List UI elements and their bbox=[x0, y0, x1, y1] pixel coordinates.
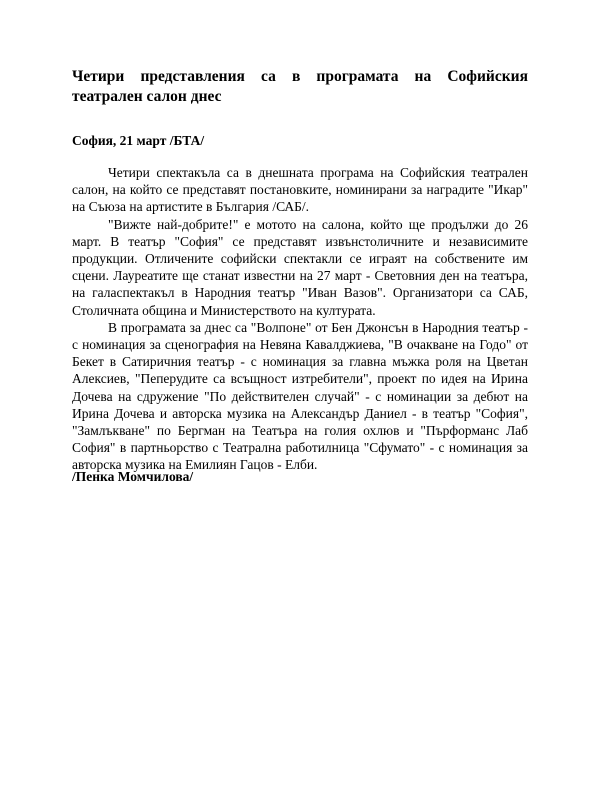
author-signature: /Пенка Момчилова/ bbox=[72, 469, 194, 484]
paragraph: "Вижте най-добрите!" е мотото на салона, който ще продължи до 26 март. В театър "София" се представят извънстоличните и независимите продукции. Отличените софийски спектакли се играят на собствените им сцени. Лауреатите ще станат известни на 27 март - Световния ден на театъра, на галаспектакъл в Народния театър "Иван Вазов". Организатори са САБ, Столичната община и Министерството на културата. bbox=[72, 216, 528, 318]
article-title: Четири представления са в програмата на Софийския театрален салон днес bbox=[72, 68, 528, 105]
article-body bbox=[72, 164, 528, 474]
paragraph: Четири спектакъла са в днешната програма на Софийския театрален салон, на който се представят постановките, номинирани за наградите "Икар" на Съюза на артистите в България /САБ/. bbox=[72, 165, 528, 215]
dateline: София, 21 март /БТА/ bbox=[72, 133, 205, 148]
paragraph: В програмата за днес са "Волпоне" от Бен Джонсън в Народния театър - с номинация за сценография на Невяна Кавалджиева, "В очакване на Годо" от Бекет в Сатиричния театър - с номинация за главна мъжка роля на Цветан Алексиев, "Пеперудите са всъщност изтребители", проект по идея на Ирина Дочева на сдружение "По действителен случай" - с номинации за дебют на Ирина Дочева и авторска музика на Александър Даниел - в театър "София", "Замлъкване" по Бергман на Театъра на голия охлюв и "Пърформанс Лаб София" в партньорство с Театрална работилница "Сфумато" - с номинация за авторска музика на Емилиян Гацов - Елби. bbox=[72, 319, 528, 473]
